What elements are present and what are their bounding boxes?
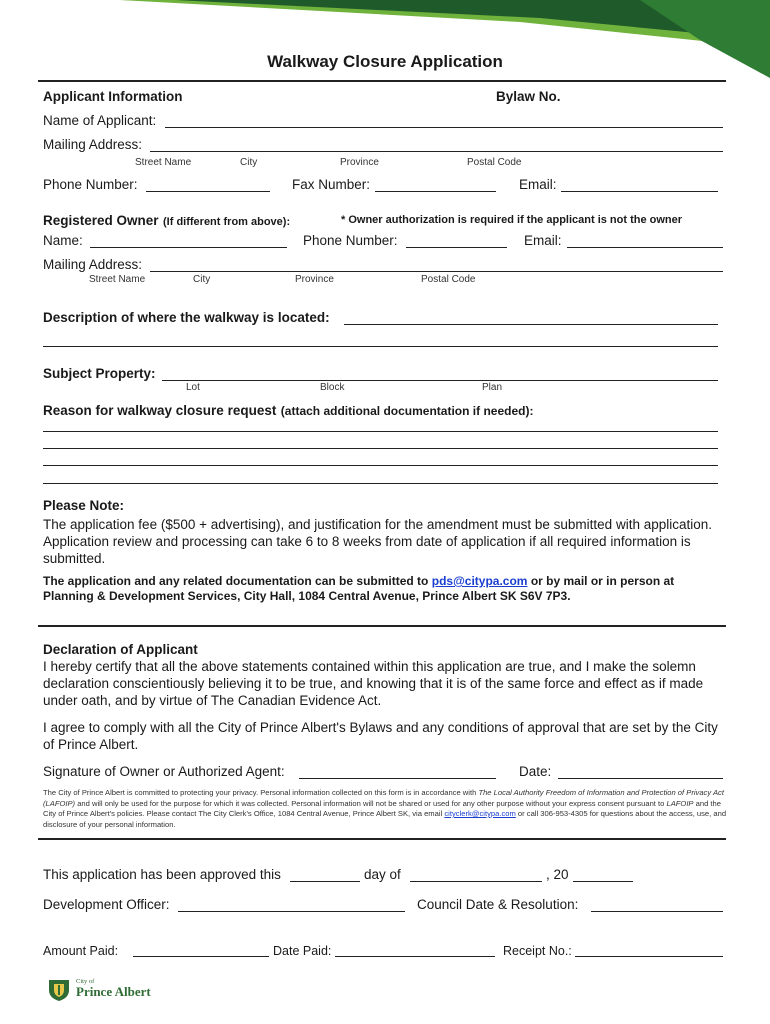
applicant-province-sub: Province: [340, 157, 379, 168]
receipt-field[interactable]: [575, 956, 723, 957]
declaration-text-2: I agree to comply with all the City of Prince Albert's Bylaws and any conditions of approval that are set by the City of Prince Albert.: [43, 720, 718, 752]
owner-province-sub: Province: [295, 274, 334, 285]
date-paid-label: Date Paid:: [273, 944, 332, 958]
applicant-postal-sub: Postal Code: [467, 157, 522, 168]
owner-heading: Registered Owner: [43, 213, 159, 228]
approved-day-field[interactable]: [290, 881, 360, 882]
declaration-date-label: Date:: [519, 764, 552, 779]
reason-field-1[interactable]: [43, 431, 718, 432]
privacy-notice: [43, 788, 729, 830]
owner-auth-note: * Owner authorization is required if the applicant is not the owner: [341, 214, 683, 226]
subject-property-field[interactable]: [162, 380, 718, 381]
officer-label: Development Officer:: [43, 897, 170, 912]
approval-divider: [38, 838, 726, 840]
note-submit-line1: [43, 574, 674, 588]
council-label: Council Date & Resolution:: [417, 897, 579, 912]
approved-year-field[interactable]: [573, 881, 633, 882]
declaration-heading: Declaration of Applicant: [43, 642, 198, 657]
owner-name-label: Name:: [43, 233, 83, 248]
applicant-phone-label: Phone Number:: [43, 177, 138, 192]
signature-label: Signature of Owner or Authorized Agent:: [43, 764, 285, 779]
plan-sub: Plan: [482, 382, 503, 393]
note-submit-post: or by mail or in person at: [530, 574, 675, 588]
reason-field-2[interactable]: [43, 448, 718, 449]
cityclerk-email-link[interactable]: cityclerk@citypa.com: [444, 809, 516, 818]
note-submit-line2: Planning & Development Services, City Hall, 1084 Central Avenue, Prince Albert SK S6V 7P3.: [43, 589, 571, 603]
owner-heading-row: [43, 212, 290, 230]
year-label: , 20: [546, 867, 569, 882]
declaration-text-1: I hereby certify that all the above statements contained within this application are true, and I make the solemn declaration conscientiously believing it to be true, and knowing that it is of the same force and effect as if made under oath, and by virtue of The Canadian Evidence Act.: [43, 659, 704, 708]
note-submit-pre: The application and any related documentation can be submitted to: [43, 574, 429, 588]
logo-name: Prince Albert: [76, 984, 151, 999]
reason-field-3[interactable]: [43, 465, 718, 466]
owner-city-sub: City: [193, 274, 211, 285]
approved-label: This application has been approved this: [43, 867, 281, 882]
owner-email-field[interactable]: [567, 247, 723, 248]
date-paid-field[interactable]: [335, 956, 495, 957]
applicant-email-field[interactable]: [561, 191, 718, 192]
officer-field[interactable]: [178, 911, 405, 912]
reason-heading-row: [43, 402, 533, 420]
applicant-name-label: Name of Applicant:: [43, 113, 157, 128]
description-field-2[interactable]: [43, 346, 718, 347]
title-divider: [38, 80, 726, 82]
reason-field-4[interactable]: [43, 483, 718, 484]
privacy-italic-2: LAFOIP: [666, 798, 694, 808]
reason-note: (attach additional documentation if needed):: [280, 404, 534, 418]
applicant-phone-field[interactable]: [146, 191, 270, 192]
description-label: Description of where the walkway is located:: [43, 310, 330, 325]
owner-postal-sub: Postal Code: [421, 274, 476, 285]
applicant-email-label: Email:: [519, 177, 557, 192]
privacy-text-4: or call 306-953-4305 for questions about the access, use, and disclosure of your personal information.: [43, 809, 727, 829]
owner-name-field[interactable]: [90, 247, 287, 248]
owner-phone-label: Phone Number:: [303, 233, 398, 248]
owner-mailing-field[interactable]: [150, 271, 723, 272]
amount-field[interactable]: [133, 956, 269, 957]
applicant-heading: Applicant Information: [43, 89, 183, 104]
city-crest-icon: [45, 978, 73, 1002]
description-field-1[interactable]: [344, 324, 718, 325]
applicant-city-sub: City: [240, 157, 258, 168]
logo-small-text: City of: [76, 978, 95, 985]
privacy-text-2: and will only be used for the purpose for which it was collected. Personal information will not be shared or used for any other purpose without your express consent pursuant to: [77, 798, 665, 808]
page-title: Walkway Closure Application: [267, 52, 503, 71]
applicant-fax-label: Fax Number:: [292, 177, 371, 192]
privacy-text-1: The City of Prince Albert is committed to protecting your privacy. Personal information collected on this form is in accordance with: [43, 788, 477, 797]
declaration-divider: [38, 625, 726, 627]
declaration-date-field[interactable]: [558, 778, 723, 779]
owner-mailing-label: Mailing Address:: [43, 257, 143, 272]
applicant-mailing-label: Mailing Address:: [43, 137, 143, 152]
block-sub: Block: [320, 382, 345, 393]
applicant-street-sub: Street Name: [135, 157, 192, 168]
applicant-fax-field[interactable]: [375, 191, 496, 192]
privacy-italic-1: The Local Authority Freedom of Information and Protection of Privacy Act (LAFOIP): [43, 788, 724, 808]
note-fee-text: The application fee ($500 + advertising), and justification for the amendment must be submitted with application. Application review and processing can take 6 to 8 weeks from date of application if all required information is submitted.: [43, 517, 713, 566]
pds-email-link[interactable]: pds@citypa.com: [431, 574, 528, 588]
amount-label: Amount Paid:: [43, 944, 119, 958]
owner-phone-field[interactable]: [406, 247, 507, 248]
owner-heading-note: (If different from above):: [163, 216, 291, 228]
council-field[interactable]: [591, 911, 723, 912]
applicant-mailing-field[interactable]: [150, 151, 723, 152]
applicant-name-field[interactable]: [165, 127, 723, 128]
owner-street-sub: Street Name: [89, 274, 146, 285]
lot-sub: Lot: [186, 382, 200, 393]
reason-label: Reason for walkway closure request: [43, 403, 277, 418]
day-of-label: day of: [364, 867, 401, 882]
privacy-text-3: and the City of Prince Albert's policies. Please contact The City Clerk's Office, 1084 Central Avenue, Prince Albert SK, via email: [43, 798, 721, 818]
bylaw-label: Bylaw No.: [496, 89, 561, 104]
owner-email-label: Email:: [524, 233, 562, 248]
approved-month-field[interactable]: [410, 881, 542, 882]
note-heading: Please Note:: [43, 498, 125, 513]
receipt-label: Receipt No.:: [503, 944, 572, 958]
subject-property-label: Subject Property:: [43, 366, 156, 381]
signature-field[interactable]: [299, 778, 496, 779]
